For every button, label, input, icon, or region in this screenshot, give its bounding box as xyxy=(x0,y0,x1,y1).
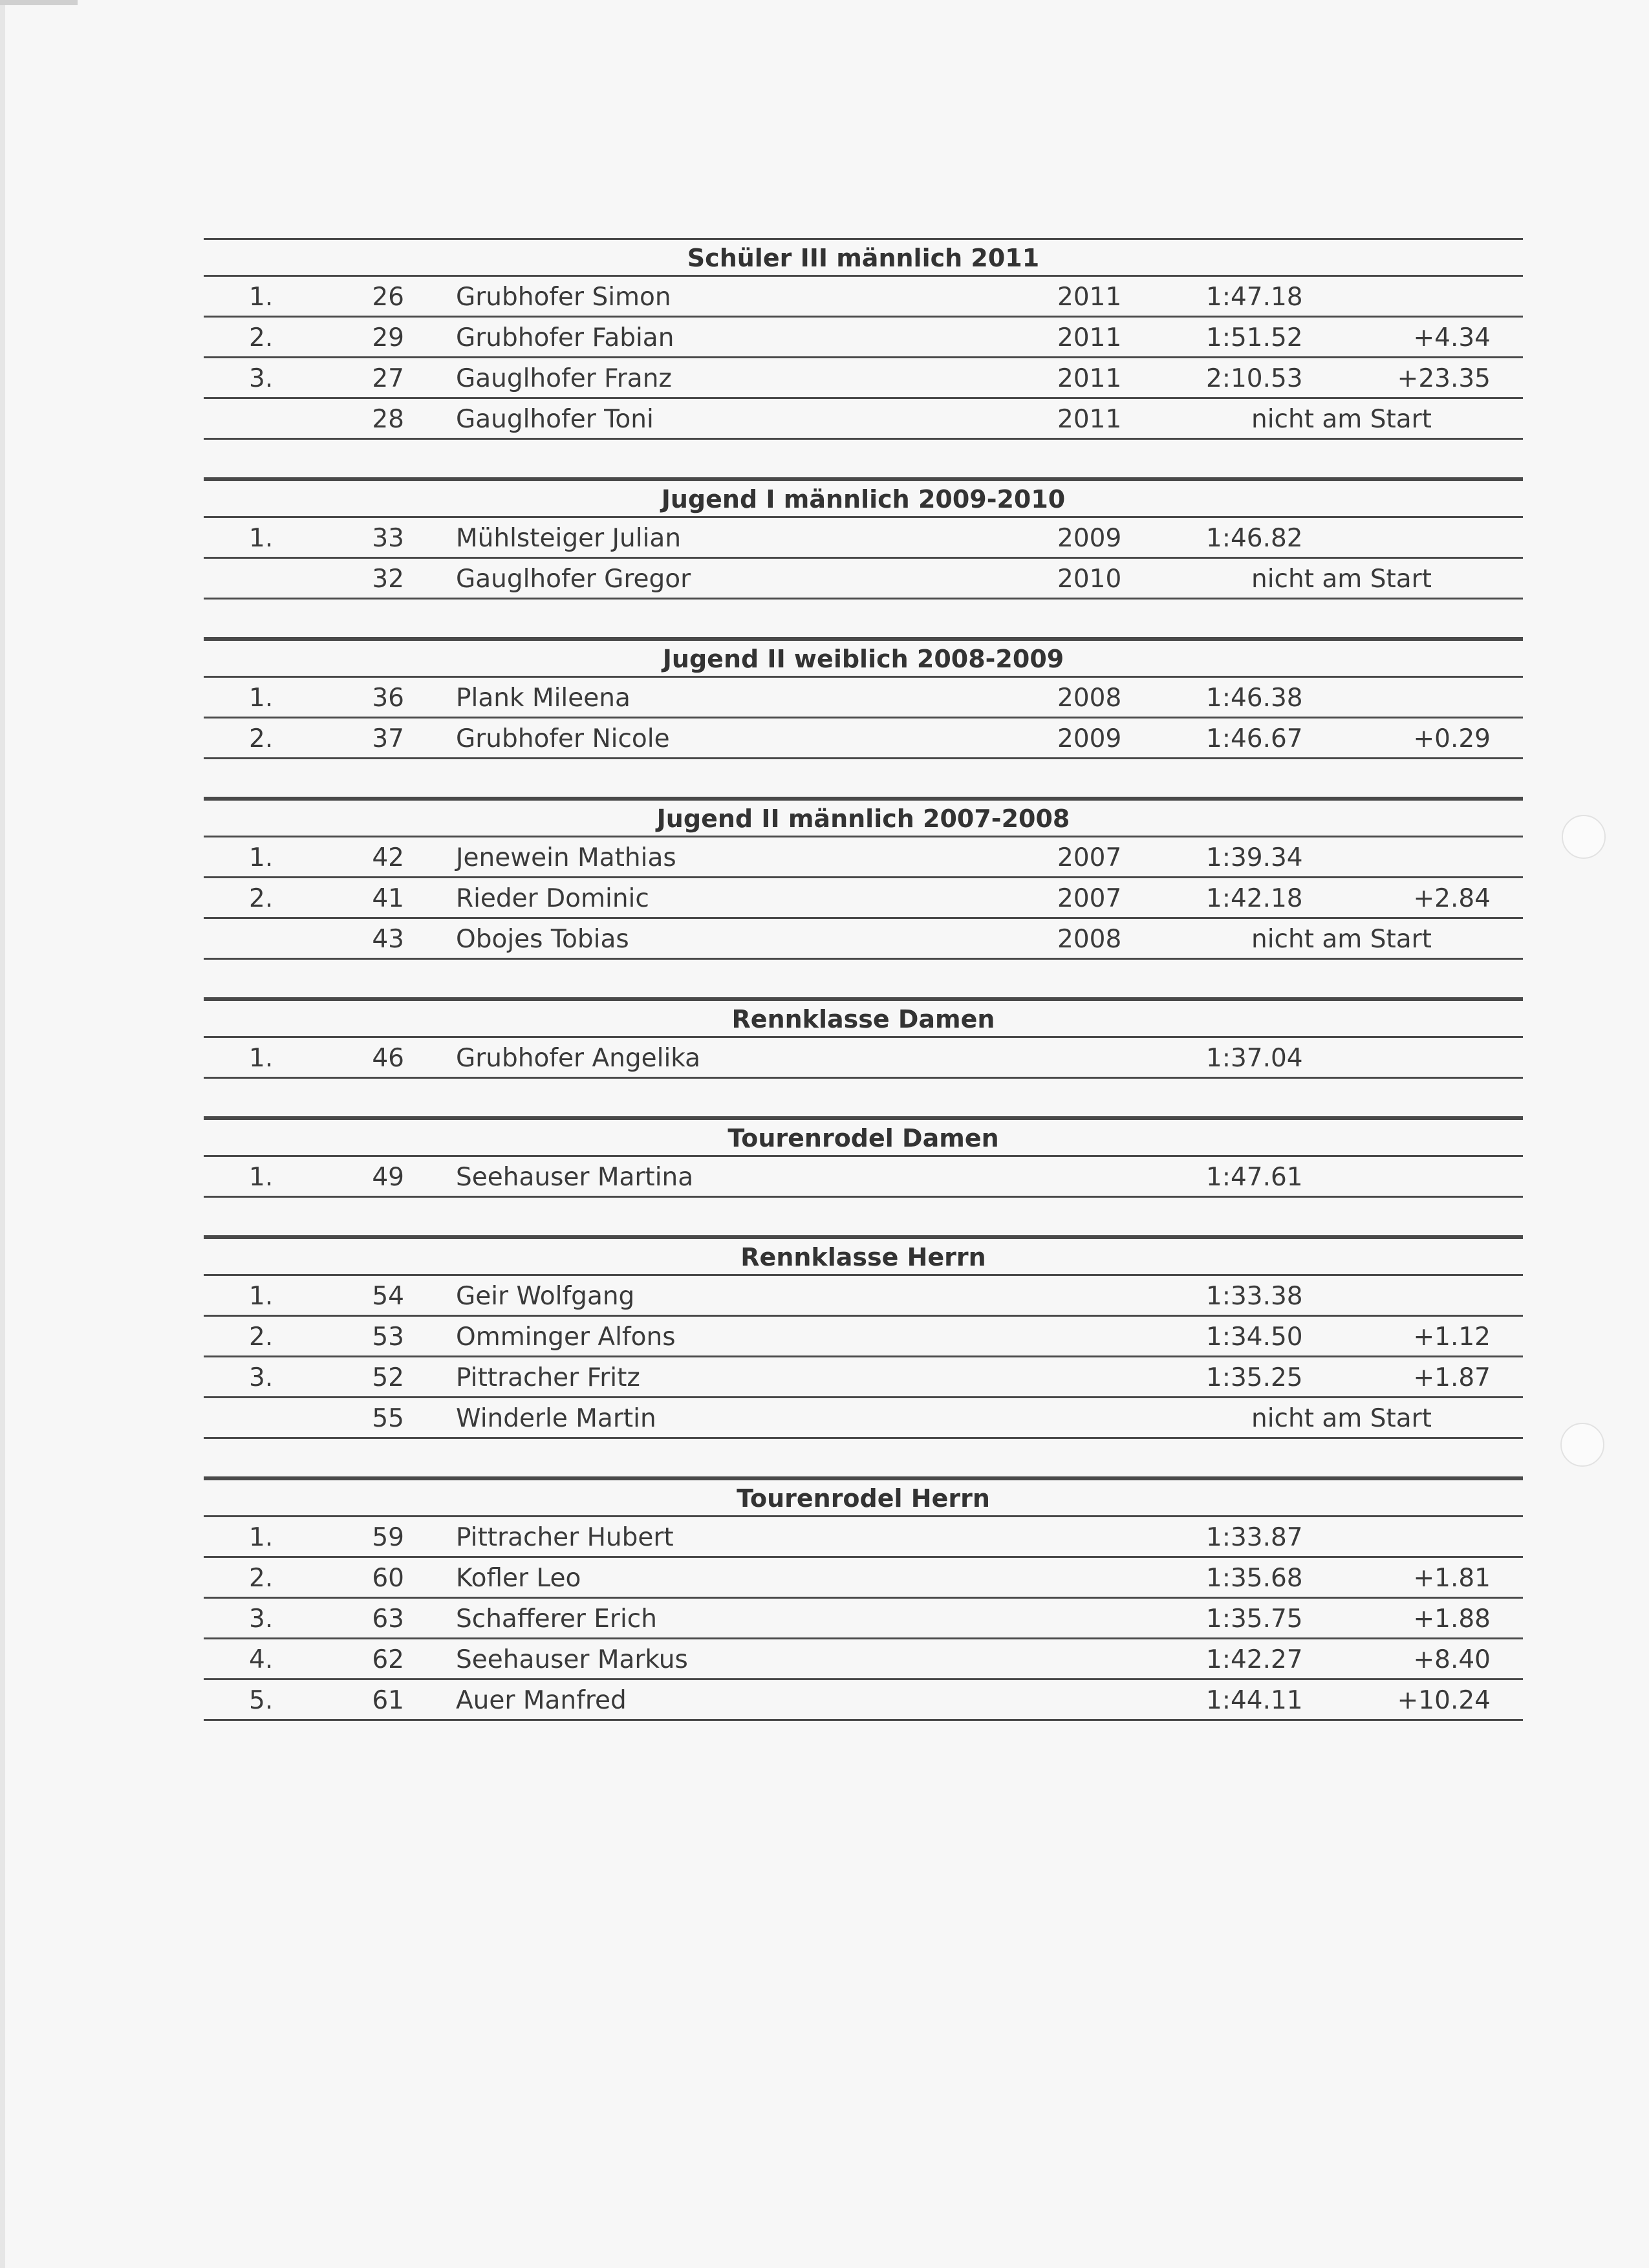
row-time-difference: +4.34 xyxy=(1413,323,1491,352)
row-status: nicht am Start xyxy=(1251,925,1432,954)
row-place: 3. xyxy=(249,1604,274,1634)
row-place: 1. xyxy=(249,1282,274,1311)
row-time-difference: +0.29 xyxy=(1413,724,1491,753)
row-athlete-name: Grubhofer Simon xyxy=(456,283,671,312)
row-status: nicht am Start xyxy=(1251,405,1432,434)
row-time-difference: +1.87 xyxy=(1413,1363,1491,1392)
result-section xyxy=(204,238,1523,440)
result-section xyxy=(204,759,1523,960)
row-time: 1:35.75 xyxy=(1206,1604,1303,1634)
row-birth-year: 2011 xyxy=(1057,405,1122,434)
row-birth-year: 2007 xyxy=(1057,884,1122,913)
row-athlete-name: Jenewein Mathias xyxy=(456,843,676,872)
row-time-difference: +1.12 xyxy=(1413,1323,1491,1352)
row-place: 4. xyxy=(249,1645,274,1674)
row-time: 1:33.87 xyxy=(1206,1523,1303,1552)
section-spacer xyxy=(204,960,1523,999)
result-row xyxy=(204,277,1523,318)
row-place: 1. xyxy=(249,524,274,553)
row-start-number: 55 xyxy=(372,1404,404,1433)
row-time: 1:35.25 xyxy=(1206,1363,1303,1392)
row-time-difference: +1.81 xyxy=(1413,1564,1491,1593)
row-start-number: 26 xyxy=(372,283,404,312)
result-row xyxy=(204,559,1523,599)
section-spacer xyxy=(204,599,1523,639)
result-row xyxy=(204,1276,1523,1317)
row-athlete-name: Geir Wolfgang xyxy=(456,1282,635,1311)
row-status: nicht am Start xyxy=(1251,565,1432,594)
row-place: 3. xyxy=(249,1363,274,1392)
section-title: Tourenrodel Herrn xyxy=(204,1478,1523,1517)
row-start-number: 29 xyxy=(372,323,404,352)
page-left-edge xyxy=(0,0,5,2268)
result-row xyxy=(204,1038,1523,1079)
row-time: 1:46.82 xyxy=(1206,524,1303,553)
row-start-number: 52 xyxy=(372,1363,404,1392)
row-athlete-name: Winderle Martin xyxy=(456,1404,656,1433)
row-athlete-name: Plank Mileena xyxy=(456,684,630,713)
row-start-number: 62 xyxy=(372,1645,404,1674)
row-start-number: 43 xyxy=(372,925,404,954)
row-place: 1. xyxy=(249,1044,274,1073)
row-place: 3. xyxy=(249,364,274,393)
row-start-number: 59 xyxy=(372,1523,404,1552)
row-time-difference: +23.35 xyxy=(1397,364,1491,393)
result-section xyxy=(204,1198,1523,1439)
row-place: 1. xyxy=(249,1523,274,1552)
row-place: 1. xyxy=(249,843,274,872)
row-birth-year: 2011 xyxy=(1057,364,1122,393)
result-row xyxy=(204,1558,1523,1599)
result-row xyxy=(204,1599,1523,1639)
row-start-number: 42 xyxy=(372,843,404,872)
row-time: 1:51.52 xyxy=(1206,323,1303,352)
row-time: 1:34.50 xyxy=(1206,1323,1303,1352)
row-birth-year: 2009 xyxy=(1057,724,1122,753)
row-time-difference: +10.24 xyxy=(1397,1686,1491,1715)
row-time: 1:39.34 xyxy=(1206,843,1303,872)
result-row xyxy=(204,358,1523,399)
row-place: 1. xyxy=(249,1163,274,1192)
section-spacer xyxy=(204,440,1523,479)
row-status: nicht am Start xyxy=(1251,1404,1432,1433)
row-athlete-name: Gauglhofer Toni xyxy=(456,405,654,434)
section-spacer xyxy=(204,1079,1523,1118)
result-row xyxy=(204,1317,1523,1357)
row-birth-year: 2010 xyxy=(1057,565,1122,594)
result-row xyxy=(204,878,1523,919)
result-row xyxy=(204,1357,1523,1398)
row-athlete-name: Grubhofer Fabian xyxy=(456,323,674,352)
row-place: 2. xyxy=(249,1323,274,1352)
result-section xyxy=(204,1079,1523,1198)
result-row xyxy=(204,678,1523,718)
row-place: 2. xyxy=(249,724,274,753)
section-title: Tourenrodel Damen xyxy=(204,1118,1523,1157)
result-row xyxy=(204,919,1523,960)
row-athlete-name: Grubhofer Angelika xyxy=(456,1044,701,1073)
row-athlete-name: Obojes Tobias xyxy=(456,925,629,954)
result-section xyxy=(204,440,1523,599)
row-birth-year: 2008 xyxy=(1057,925,1122,954)
result-section xyxy=(204,1439,1523,1721)
row-athlete-name: Rieder Dominic xyxy=(456,884,649,913)
row-time: 1:33.38 xyxy=(1206,1282,1303,1311)
row-athlete-name: Gauglhofer Gregor xyxy=(456,565,691,594)
row-start-number: 49 xyxy=(372,1163,404,1192)
row-athlete-name: Kofler Leo xyxy=(456,1564,581,1593)
row-place: 2. xyxy=(249,323,274,352)
row-birth-year: 2011 xyxy=(1057,323,1122,352)
row-time: 1:42.27 xyxy=(1206,1645,1303,1674)
result-row xyxy=(204,837,1523,878)
section-spacer xyxy=(204,1439,1523,1478)
punch-hole-lower xyxy=(1560,1423,1604,1467)
row-birth-year: 2011 xyxy=(1057,283,1122,312)
row-start-number: 54 xyxy=(372,1282,404,1311)
row-start-number: 32 xyxy=(372,565,404,594)
row-start-number: 37 xyxy=(372,724,404,753)
result-row xyxy=(204,718,1523,759)
row-place: 5. xyxy=(249,1686,274,1715)
row-time-difference: +2.84 xyxy=(1413,884,1491,913)
results-list xyxy=(204,238,1523,1721)
row-start-number: 33 xyxy=(372,524,404,553)
section-spacer xyxy=(204,759,1523,799)
row-time: 1:47.18 xyxy=(1206,283,1303,312)
result-row xyxy=(204,1517,1523,1558)
row-athlete-name: Auer Manfred xyxy=(456,1686,627,1715)
row-athlete-name: Omminger Alfons xyxy=(456,1323,676,1352)
section-title: Jugend I männlich 2009-2010 xyxy=(204,479,1523,518)
page-top-edge xyxy=(0,0,78,5)
row-time: 1:42.18 xyxy=(1206,884,1303,913)
row-start-number: 36 xyxy=(372,684,404,713)
row-birth-year: 2008 xyxy=(1057,684,1122,713)
section-title: Jugend II weiblich 2008-2009 xyxy=(204,639,1523,678)
result-row xyxy=(204,1157,1523,1198)
row-place: 1. xyxy=(249,283,274,312)
section-title: Rennklasse Herrn xyxy=(204,1237,1523,1276)
row-athlete-name: Pittracher Fritz xyxy=(456,1363,640,1392)
row-start-number: 61 xyxy=(372,1686,404,1715)
result-row xyxy=(204,399,1523,440)
row-time: 1:35.68 xyxy=(1206,1564,1303,1593)
row-time: 2:10.53 xyxy=(1206,364,1303,393)
result-section xyxy=(204,960,1523,1079)
row-athlete-name: Schafferer Erich xyxy=(456,1604,657,1634)
row-start-number: 28 xyxy=(372,405,404,434)
section-title: Schüler III männlich 2011 xyxy=(204,238,1523,277)
result-row xyxy=(204,518,1523,559)
row-athlete-name: Pittracher Hubert xyxy=(456,1523,674,1552)
row-athlete-name: Grubhofer Nicole xyxy=(456,724,670,753)
row-athlete-name: Seehauser Markus xyxy=(456,1645,688,1674)
row-time-difference: +8.40 xyxy=(1413,1645,1491,1674)
row-start-number: 41 xyxy=(372,884,404,913)
row-athlete-name: Mühlsteiger Julian xyxy=(456,524,682,553)
row-place: 1. xyxy=(249,684,274,713)
section-title: Rennklasse Damen xyxy=(204,999,1523,1038)
row-place: 2. xyxy=(249,884,274,913)
row-start-number: 60 xyxy=(372,1564,404,1593)
row-time: 1:37.04 xyxy=(1206,1044,1303,1073)
punch-hole-upper xyxy=(1562,815,1606,859)
result-row xyxy=(204,1680,1523,1721)
row-birth-year: 2009 xyxy=(1057,524,1122,553)
row-start-number: 63 xyxy=(372,1604,404,1634)
row-athlete-name: Gauglhofer Franz xyxy=(456,364,672,393)
result-section xyxy=(204,599,1523,759)
row-time: 1:46.38 xyxy=(1206,684,1303,713)
result-row xyxy=(204,318,1523,358)
section-spacer xyxy=(204,1198,1523,1237)
row-start-number: 27 xyxy=(372,364,404,393)
row-place: 2. xyxy=(249,1564,274,1593)
row-time-difference: +1.88 xyxy=(1413,1604,1491,1634)
row-birth-year: 2007 xyxy=(1057,843,1122,872)
row-athlete-name: Seehauser Martina xyxy=(456,1163,694,1192)
row-time: 1:44.11 xyxy=(1206,1686,1303,1715)
row-start-number: 53 xyxy=(372,1323,404,1352)
row-time: 1:47.61 xyxy=(1206,1163,1303,1192)
result-row xyxy=(204,1398,1523,1439)
section-title: Jugend II männlich 2007-2008 xyxy=(204,799,1523,837)
row-start-number: 46 xyxy=(372,1044,404,1073)
row-time: 1:46.67 xyxy=(1206,724,1303,753)
result-row xyxy=(204,1639,1523,1680)
